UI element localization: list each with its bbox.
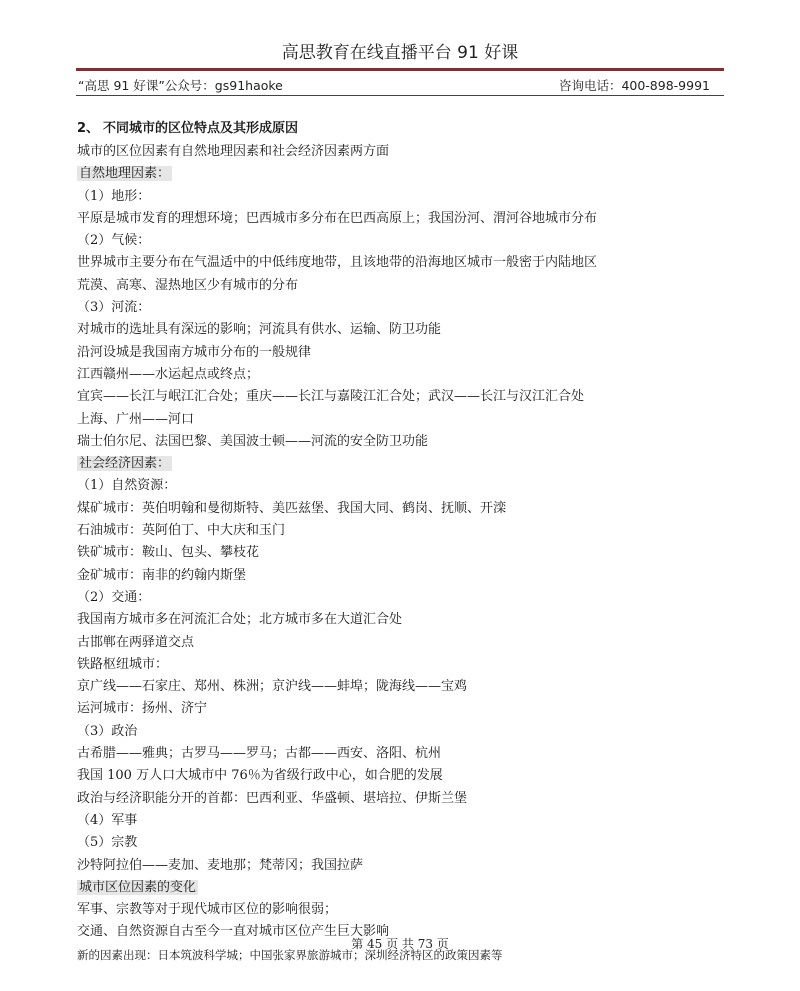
text-line: 瑞士伯尔尼、法国巴黎、美国波士顿——河流的安全防卫功能 [77, 433, 429, 449]
text-line: 交通、自然资源自古至今一直对城市区位产生巨大影响 [77, 924, 390, 940]
header-divider [76, 95, 724, 96]
text-line: 我国 100 万人口大城市中 76％为省级行政中心，如合肥的发展 [77, 768, 443, 784]
text-line: 我国南方城市多在河流汇合处；北方城市多在大道汇合处 [77, 612, 403, 628]
section-heading [77, 117, 737, 141]
text-line: 对城市的选址具有深远的影响；河流具有供水、运输、防卫功能 [77, 322, 442, 338]
text-line: （3）河流： [77, 300, 151, 316]
text-line: 世界城市主要分布在气温适中的中低纬度地带，且该地带的沿海地区城市一般密于内陆地区 [77, 255, 598, 271]
section-title: 不同城市的区位特点及其形成原因 [103, 121, 299, 136]
header-rule [76, 68, 724, 71]
text-line: （1）自然资源： [77, 478, 177, 494]
text-line: 煤矿城市：英伯明翰和曼彻斯特、美匹兹堡、我国大同、鹤岗、抚顺、开滦 [77, 500, 507, 516]
highlight-label: 城市区位因素的变化 [79, 879, 197, 895]
subheading-change [77, 877, 737, 899]
highlight-label: 自然地理因素： [79, 166, 171, 182]
text-line: 石油城市：英阿伯丁、中大庆和玉门 [77, 523, 286, 539]
text-line: 铁路枢纽城市： [77, 656, 169, 672]
text-line: 古邯郸在两驿道交点 [77, 634, 195, 650]
text-line: 政治与经济职能分开的首都：巴西利亚、华盛顿、堪培拉、伊斯兰堡 [77, 790, 468, 806]
text-line: 沙特阿拉伯——麦加、麦地那；梵蒂冈；我国拉萨 [77, 857, 364, 873]
text-line: 城市的区位因素有自然地理因素和社会经济因素两方面 [77, 144, 390, 159]
text-line: 古希腊——雅典；古罗马——罗马；古都——西安、洛阳、杭州 [77, 746, 442, 762]
text-line: （2）气候： [77, 233, 151, 249]
text-line: 金矿城市：南非的约翰内斯堡 [77, 567, 247, 583]
text-line: 军事、宗教等对于现代城市区位的影响很弱； [77, 902, 338, 918]
section-number: 2、 [77, 121, 100, 136]
text-line: 江西赣州——水运起点或终点； [77, 366, 260, 382]
subheading-natural [77, 163, 737, 185]
text-line: 宜宾——长江与岷江汇合处；重庆——长江与嘉陵江汇合处；武汉——长江与汉江汇合处 [77, 389, 585, 405]
header-title: 高思教育在线直播平台 91 好课 [281, 43, 519, 63]
text-line: （1）地形： [77, 188, 151, 204]
subheading-social [77, 453, 737, 475]
highlight-label: 社会经济因素： [79, 456, 171, 472]
text-line: （2）交通： [77, 589, 151, 605]
text-line: （4）军事 [77, 812, 138, 828]
text-line: 新的因素出现：日本筑波科学城；中国张家界旅游城市；深圳经济特区的政策因素等 [77, 947, 503, 962]
text-line: （5）宗教 [77, 835, 138, 851]
header-wechat: “高思 91 好课”公众号：gs91haoke [78, 78, 283, 93]
text-line: 平原是城市发育的理想环境；巴西城市多分布在巴西高原上；我国汾河、渭河谷地城市分布 [77, 210, 598, 226]
text-line: 京广线——石家庄、郑州、株洲；京沪线——蚌埠；陇海线——宝鸡 [77, 679, 468, 695]
page-number: 第 45 页 共 73 页 [351, 937, 449, 951]
text-line: 运河城市：扬州、济宁 [77, 701, 208, 717]
text-line: 上海、广州——河口 [77, 411, 195, 427]
text-line: （3）政治 [77, 723, 138, 739]
text-line: 沿河设城是我国南方城市分布的一般规律 [77, 344, 312, 360]
text-line: 荒漠、高寒、湿热地区少有城市的分布 [77, 277, 299, 293]
header-phone: 咨询电话：400-898-9991 [558, 78, 710, 93]
page-body [77, 117, 737, 966]
text-line: 铁矿城市：鞍山、包头、攀枝花 [77, 545, 260, 561]
